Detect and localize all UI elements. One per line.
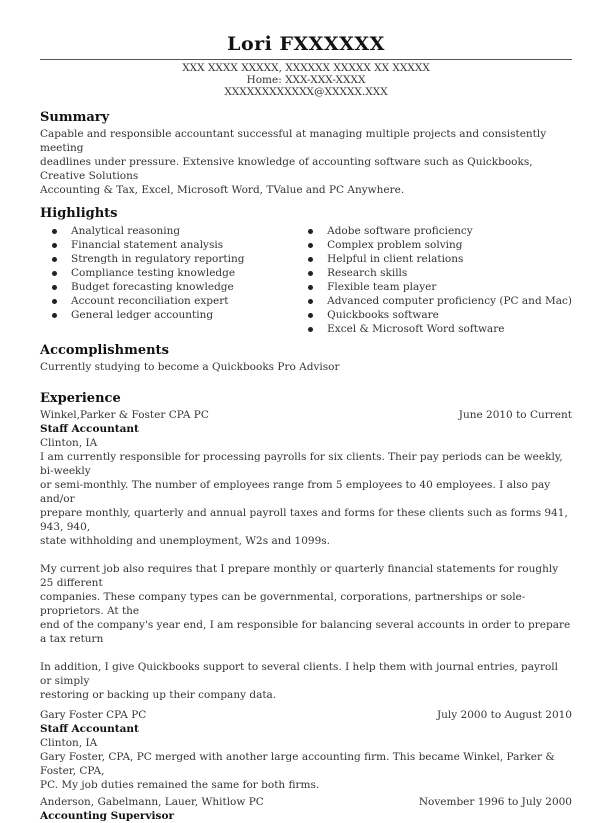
job-line: In addition, I give Quickbooks support to several clients. I help them with journal entries, payroll or simply xyxy=(40,661,559,687)
highlight-item: Budget forecasting knowledge xyxy=(40,280,296,294)
experience-section xyxy=(40,391,572,823)
job-header xyxy=(40,408,572,422)
highlight-item: Adobe software proficiency xyxy=(296,224,572,238)
accomplishments-heading: Accomplishments xyxy=(40,343,169,358)
job-title: Staff Accountant xyxy=(40,423,139,435)
job-location: Clinton, IA xyxy=(40,437,98,449)
summary-heading: Summary xyxy=(40,110,110,125)
header-divider xyxy=(40,59,572,60)
contact-block xyxy=(40,62,572,98)
job-header xyxy=(40,795,572,809)
highlight-item: General ledger accounting xyxy=(40,308,296,322)
highlight-item: Strength in regulatory reporting xyxy=(40,252,296,266)
accomplishments-text: Currently studying to become a Quickbooks Pro Advisor xyxy=(40,361,340,373)
job-dates: November 1996 to July 2000 xyxy=(418,796,572,808)
job-description xyxy=(40,660,572,702)
summary-line: Accounting & Tax, Excel, Microsoft Word, TValue and PC Anywhere. xyxy=(40,184,405,196)
highlight-item: Excel & Microsoft Word software xyxy=(296,322,572,336)
job-entry xyxy=(40,708,572,792)
job-title: Accounting Supervisor xyxy=(40,810,174,822)
highlights-list xyxy=(40,224,572,336)
job-line: Gary Foster, CPA, PC merged with another large accounting firm. This became Winkel, Parker & Foster, CPA, xyxy=(40,751,555,777)
candidate-name: Lori FXXXXXX xyxy=(227,33,385,55)
highlight-item: Helpful in client relations xyxy=(296,252,572,266)
job-entry xyxy=(40,408,572,702)
job-line: PC. My job duties remained the same for both firms. xyxy=(40,779,320,791)
summary-text xyxy=(40,127,572,197)
contact-address: XXX XXXX XXXXX, XXXXXX XXXXX XX XXXXX xyxy=(182,62,430,74)
highlight-item: Analytical reasoning xyxy=(40,224,296,238)
job-title: Staff Accountant xyxy=(40,723,139,735)
highlight-item: Account reconciliation expert xyxy=(40,294,296,308)
highlights-left-column xyxy=(40,224,296,336)
highlight-item: Research skills xyxy=(296,266,572,280)
job-line: end of the company's year end, I am responsible for balancing several accounts in order to prepare a tax return xyxy=(40,619,571,645)
contact-phone: Home: XXX-XXX-XXXX xyxy=(246,74,366,86)
job-entry xyxy=(40,795,572,823)
highlights-heading: Highlights xyxy=(40,206,118,221)
highlight-item: Complex problem solving xyxy=(296,238,572,252)
highlight-item: Quickbooks software xyxy=(296,308,572,322)
job-line: restoring or backing up their company data. xyxy=(40,689,277,701)
job-line: state withholding and unemployment, W2s and 1099s. xyxy=(40,535,330,547)
job-company: Gary Foster CPA PC xyxy=(40,709,147,721)
highlights-section xyxy=(40,206,572,336)
summary-line: deadlines under pressure. Extensive knowledge of accounting software such as Quickbooks, Creative Solutions xyxy=(40,156,533,182)
highlight-item: Flexible team player xyxy=(296,280,572,294)
job-line: prepare monthly, quarterly and annual payroll taxes and forms for these clients such as forms 941, 943, 940, xyxy=(40,507,568,533)
job-line: I am currently responsible for processing payrolls for six clients. Their pay periods can be weekly, bi-weekly xyxy=(40,451,563,477)
highlight-item: Financial statement analysis xyxy=(40,238,296,252)
job-header xyxy=(40,708,572,722)
summary-line: Capable and responsible accountant successful at managing multiple projects and consistently meeting xyxy=(40,128,547,154)
accomplishments-section xyxy=(40,343,572,374)
job-description xyxy=(40,750,572,792)
contact-email: XXXXXXXXXXXX@XXXXX.XXX xyxy=(224,86,388,98)
job-dates: June 2010 to Current xyxy=(458,409,572,421)
job-description xyxy=(40,562,572,646)
job-dates: July 2000 to August 2010 xyxy=(436,709,572,721)
job-company: Winkel,Parker & Foster CPA PC xyxy=(40,409,209,421)
summary-section xyxy=(40,110,572,197)
job-description xyxy=(40,450,572,548)
job-line: companies. These company types can be governmental, corporations, partnerships or sole-proprietors. At the xyxy=(40,591,526,617)
highlight-item: Advanced computer proficiency (PC and Mac) xyxy=(296,294,572,308)
job-line: My current job also requires that I prepare monthly or quarterly financial statements for roughly 25 different xyxy=(40,563,559,589)
highlight-item: Compliance testing knowledge xyxy=(40,266,296,280)
job-location: Clinton, IA xyxy=(40,737,98,749)
job-line: or semi-monthly. The number of employees range from 5 employees to 40 employees. I also pay and/or xyxy=(40,479,551,505)
highlights-right-column xyxy=(296,224,572,336)
experience-heading: Experience xyxy=(40,391,121,406)
job-company: Anderson, Gabelmann, Lauer, Whitlow PC xyxy=(40,796,264,808)
